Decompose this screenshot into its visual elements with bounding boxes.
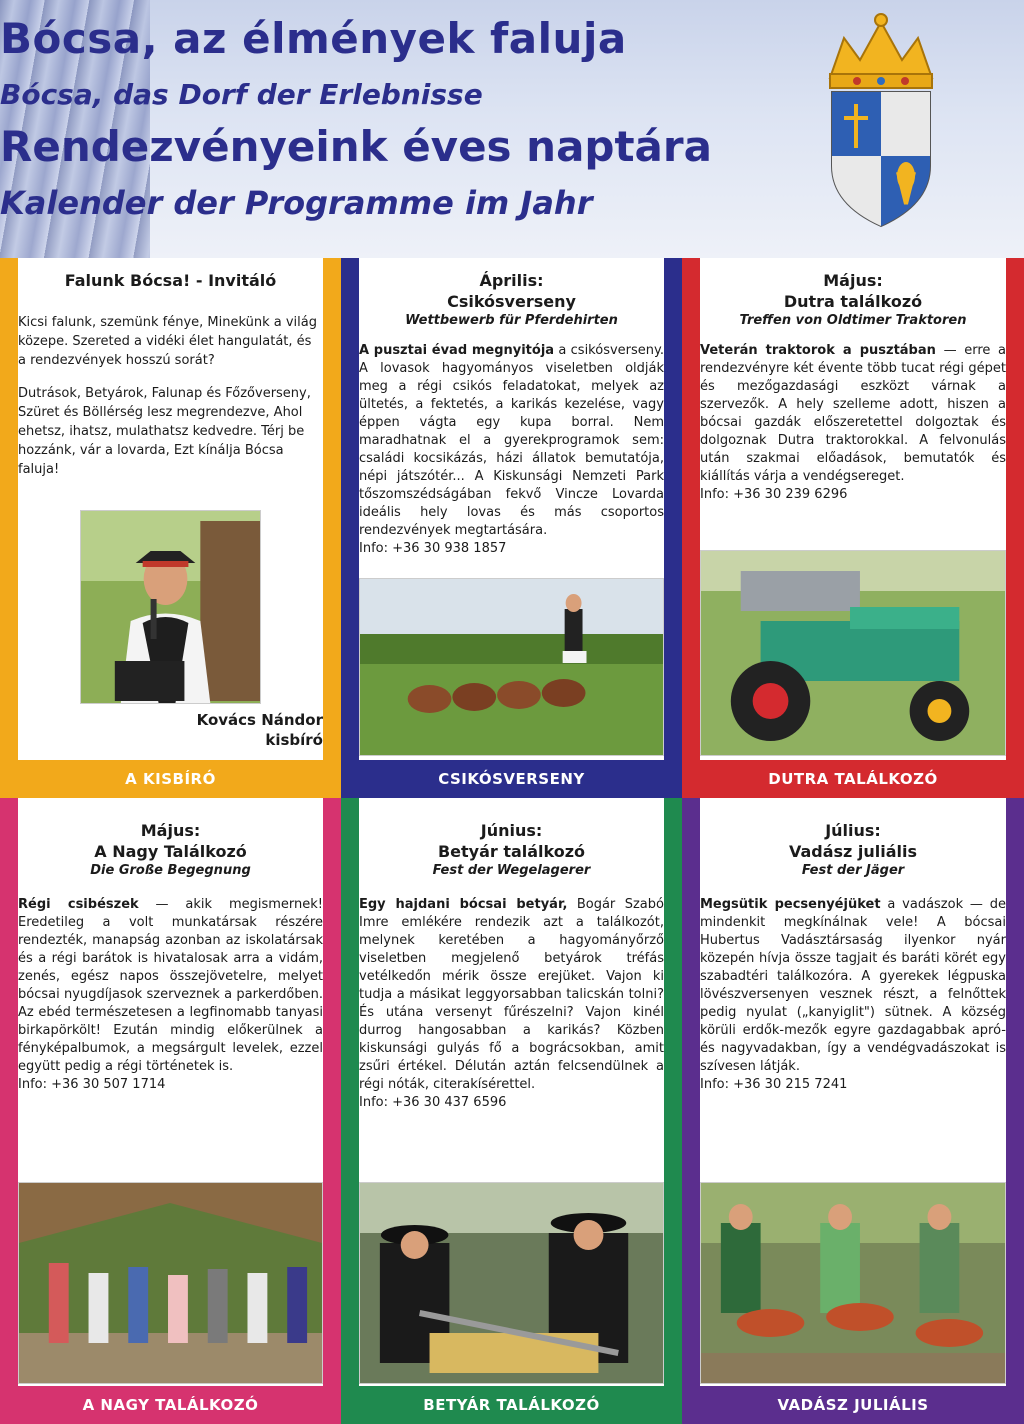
panel-text <box>18 896 323 1076</box>
panel-content <box>18 258 323 760</box>
coat-of-arms-icon <box>822 8 940 228</box>
panel-body: — erre a rendezvényre két évente több tucat régi gépet és mezőgazdasági eszközt várnak a szervezők. A hely szelleme adott, hiszen a bócsai gazdák előszeretettel dolgoztak és dolgoznak Dutra traktorokkal. A felvonulás után szakmai előadások, bemutatók és kiállítás várja a vendégsereget. <box>700 343 1006 484</box>
info-phone: Info: +36 30 215 7241 <box>700 1077 848 1092</box>
info-phone: Info: +36 30 437 6596 <box>359 1095 507 1110</box>
panel-lead: Egy hajdani bócsai betyár, <box>359 897 568 912</box>
page-subtitle: Rendezvényeink éves naptára <box>0 122 712 171</box>
panel-content <box>18 798 323 1386</box>
photo-horse-rider <box>359 578 664 756</box>
info-phone: Info: +36 30 938 1857 <box>359 541 507 556</box>
panel-title: Dutra találkozó <box>783 292 923 311</box>
panel-kisbiro <box>0 258 341 798</box>
panel-title: Betyár találkozó <box>437 842 586 861</box>
panel-title: A Nagy Találkozó <box>94 842 247 861</box>
panel-month: Július: <box>825 821 881 840</box>
info-phone: Info: +36 30 239 6296 <box>700 487 848 502</box>
panel-csikosverseny <box>341 258 682 798</box>
panel-text <box>700 896 1006 1076</box>
panel-lead: Veterán traktorok a pusztában <box>700 343 936 358</box>
panel-footer: A NAGY TALÁLKOZÓ <box>82 1396 259 1414</box>
info-phone: Info: +36 30 507 1714 <box>18 1077 166 1092</box>
panel-subtitle-german: Die Große Begegnung <box>90 863 251 878</box>
panel-footer: DUTRA TALÁLKOZÓ <box>768 770 938 788</box>
panel-title: Falunk Bócsa! - Invitáló <box>64 271 277 290</box>
panel-subtitle-german: Fest der Jäger <box>801 863 905 878</box>
panel-month: Május: <box>140 821 201 840</box>
caption-role: kisbíró <box>265 731 323 749</box>
panel-content <box>359 798 664 1386</box>
panel-body: a csikósverseny. A lovasok hagyományos viseletben oldják meg a régi csikós feladatokat, melyek az ültetés, a fektetés, a karikás kezelése, vagy éppen vágta egy kupa borral. Nem maradhatnak el a gyerekprogramok sem: családi kocsikázás, házi állatok bemutatója, népi játszótér... A Kiskunsági Nemzeti Park tőszomszédságában fekvő Vincze Lovarda ideális hely lovas és más csoportos rendezvények megtartására. <box>359 343 664 538</box>
panel-month: Április: <box>479 271 544 290</box>
poem-verse: Dutrások, Betyárok, Falunap és Főzőverseny, Szüret és Böllérség lesz megrendezve, Ahol ehetsz, ihatsz, mulathatsz kedvedre. Térj be hozzánk, vár a lovarda, Ezt kínálja Bócsa faluja! <box>18 386 311 477</box>
panel-text <box>700 342 1006 486</box>
photo-caption <box>197 710 323 750</box>
panel-title: Csikósverseny <box>447 292 576 311</box>
panel-subtitle-german: Wettbewerb für Pferdehirten <box>405 313 618 328</box>
panel-betyar <box>341 798 682 1424</box>
panel-body: a vadászok — de mindenkit megkínálnak vele! A bócsai Hubertus Vadásztársaság ilyenkor nyár közepén hívja össze tagjait és baráti körét egy szabadtéri találkozóra. A gyerekek légpuska lövészversenyen vesznek részt, a felnőttek pedig nyulat („kanyiglit") sütnek. A község körüli erdők-mezők egyre gazdagabbak apró- és nagyvadakban, így a vendégvadászokat is szívesen látják. <box>700 897 1006 1074</box>
photo-town-crier <box>80 510 261 704</box>
panel-footer: VADÁSZ JULIÁLIS <box>777 1396 929 1414</box>
page-title: Bócsa, az élmények faluja <box>0 14 627 63</box>
panel-lead: Régi csibészek <box>18 897 139 912</box>
caption-name: Kovács Nándor <box>196 711 323 729</box>
panel-text <box>359 342 664 540</box>
panel-footer: CSIKÓSVERSENY <box>438 770 585 788</box>
panel-body: Bogár Szabó Imre emlékére rendezik azt a találkozót, melynek keretében a hagyományőrző viseletben megjelenő betyárok tréfás vetélkedőn mérik össze erejüket. Vajon ki tudja a másikat leggyorsabban talicskán tolni? És utána versenyt fűrészelni? Vajon kinél durrog hangosabban a karikás? Közben kiskunsági gulyás fő a bográcsokban, amit zsűri értékel. Délután aztán felcsendülnek a régi nóták, citerakísérettel. <box>359 897 664 1092</box>
panel-footer: A KISBÍRÓ <box>125 770 216 788</box>
panel-content <box>700 258 1006 760</box>
panel-content <box>700 798 1006 1386</box>
poem <box>18 313 323 479</box>
panel-dutra <box>682 258 1024 798</box>
page-subtitle-german: Kalender der Programme im Jahr <box>0 184 593 222</box>
panel-month: Június: <box>480 821 543 840</box>
panel-subtitle-german: Treffen von Oldtimer Traktoren <box>739 313 967 328</box>
panel-subtitle-german: Fest der Wegelagerer <box>432 863 591 878</box>
photo-tractor <box>700 550 1006 756</box>
panel-month: Május: <box>823 271 883 290</box>
panel-lead: A pusztai évad megnyitója <box>359 343 555 358</box>
panel-nagy-talalkozo <box>0 798 341 1424</box>
panel-text <box>359 896 664 1094</box>
panel-footer: BETYÁR TALÁLKOZÓ <box>423 1396 600 1414</box>
panel-body: — akik megismernek! Eredetileg a volt munkatársak részére rendezték, manapság azonban az iskolatársak és a régi barátok is hivatalosak arra a vidám, zenés, egész napos összejövetelre, melyet bócsai nyugdíjasok szerveznek a parkerdőben. Az ebéd természetesen a legfinomabb tanyasi birkapörkölt! Ezután mindig előkerülnek a fényképalbumok, a megsárgult levelek, ezzel együtt pedig a régi történetek is. <box>18 897 323 1074</box>
panel-vadasz <box>682 798 1024 1424</box>
panel-title: Vadász juliális <box>788 842 918 861</box>
photo-dancing-crowd <box>18 1182 323 1384</box>
photo-betyars-sawing <box>359 1182 664 1384</box>
page-title-german: Bócsa, das Dorf der Erlebnisse <box>0 78 483 111</box>
panel-lead: Megsütik pecsenyéjüket <box>700 897 881 912</box>
panel-content <box>359 258 664 760</box>
photo-hunters-cooking <box>700 1182 1006 1384</box>
poem-verse: Kicsi falunk, szemünk fénye, Minekünk a világ közepe. Szereted a vidéki élet hangulatát, és a rendezvények hosszú sorát? <box>18 315 317 368</box>
header-banner <box>0 0 1024 258</box>
